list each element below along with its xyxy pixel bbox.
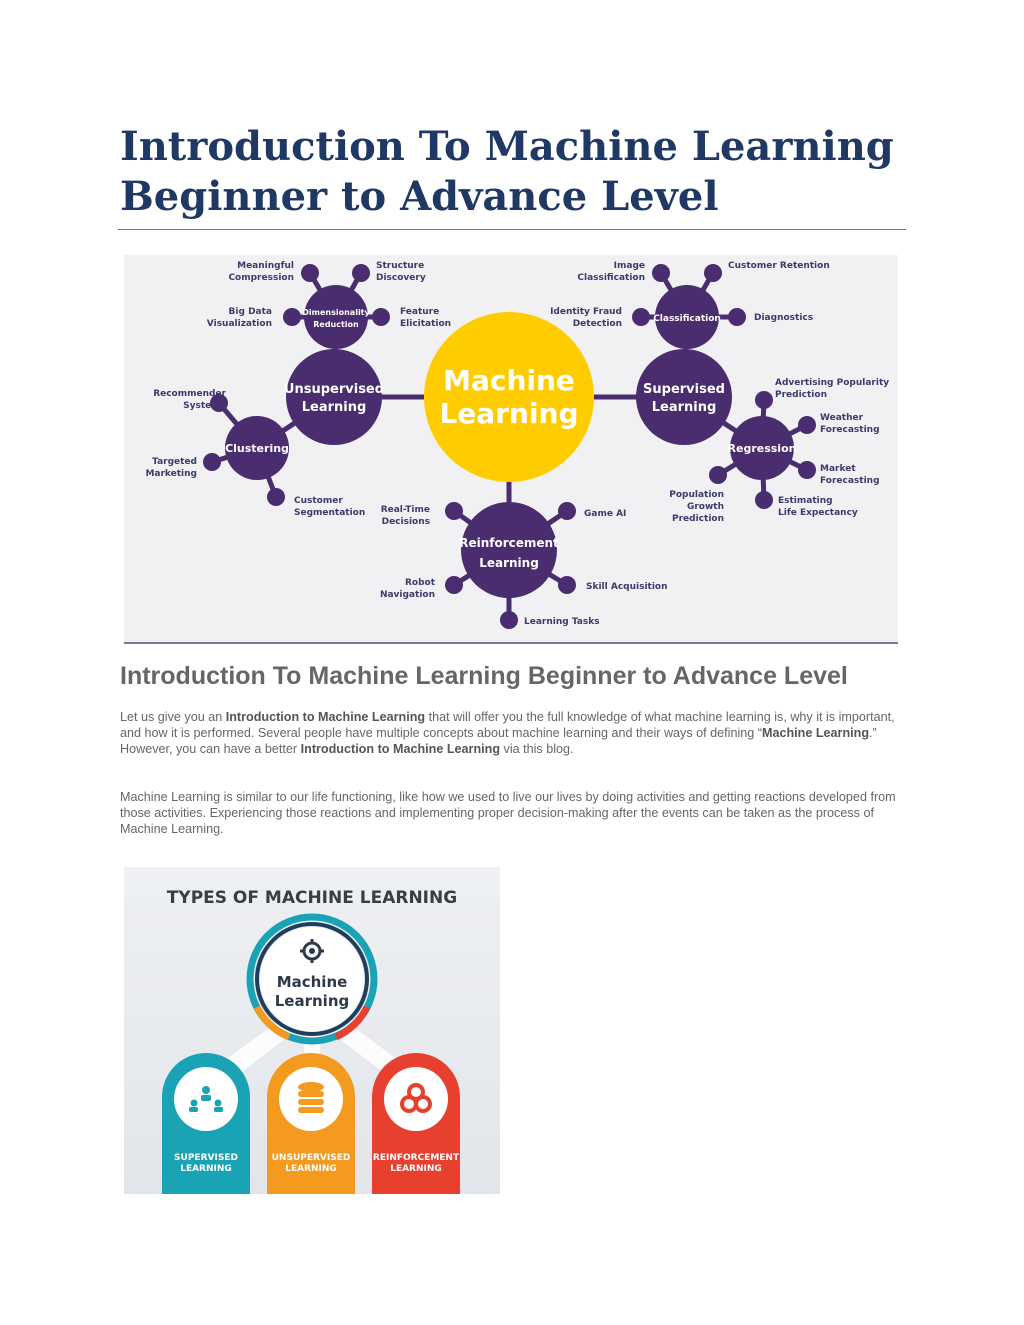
- types-center-label: Machine: [276, 973, 348, 991]
- text-run: Let us give you an: [120, 710, 226, 724]
- body-paragraph: Machine Learning is similar to our life functioning, like how we used to live our lives by doing activities and getting reactions developed from those activities. Experiencing those reactions and implementing proper decision-making after the events can be taken as the process of Machine Learning.: [120, 790, 896, 837]
- svg-text:Image: Image: [613, 261, 645, 271]
- machine-learning-mindmap-image: [124, 255, 898, 643]
- page-title: Introduction To Machine Learning Beginner to Advance Level: [120, 123, 894, 220]
- svg-text:Customer: Customer: [294, 496, 343, 506]
- svg-text:Decisions: Decisions: [381, 517, 430, 527]
- svg-text:Classification: Classification: [577, 273, 645, 283]
- svg-text:Growth: Growth: [686, 502, 724, 512]
- svg-text:LEARNING: LEARNING: [285, 1164, 337, 1174]
- mindmap-node-classification: Classification: [653, 314, 721, 324]
- text-run: that will offer you the full knowledge of what machine learning is, why it is important, and how it is performed. Several people have multiple concepts about machine learning and their ways of defining “: [120, 710, 895, 741]
- svg-text:Customer Retention: Customer Retention: [728, 261, 830, 271]
- svg-text:Population: Population: [669, 490, 724, 500]
- text-run: via this blog.: [500, 742, 574, 757]
- svg-text:Detection: Detection: [572, 319, 622, 329]
- svg-text:Feature: Feature: [400, 307, 440, 317]
- svg-text:Advertising Popularity: Advertising Popularity: [775, 378, 890, 388]
- svg-text:Life Expectancy: Life Expectancy: [778, 508, 858, 518]
- svg-text:Real-Time: Real-Time: [380, 505, 430, 515]
- mindmap-node-supervised: Supervised: [643, 382, 725, 397]
- mindmap-node-unsupervised: Unsupervised: [283, 382, 385, 397]
- svg-text:Visualization: Visualization: [206, 319, 272, 329]
- svg-text:Prediction: Prediction: [672, 514, 724, 524]
- svg-text:Compression: Compression: [228, 273, 294, 283]
- svg-text:Estimating: Estimating: [778, 496, 833, 506]
- svg-text:Weather: Weather: [820, 413, 864, 423]
- svg-text:Marketing: Marketing: [145, 469, 197, 479]
- title-divider: [118, 229, 906, 230]
- intro-paragraph: [120, 709, 906, 758]
- svg-text:Identity Fraud: Identity Fraud: [550, 307, 622, 317]
- mindmap-hub-label: Machine: [443, 364, 575, 397]
- types-image-title: TYPES OF MACHINE LEARNING: [166, 888, 458, 908]
- svg-text:Prediction: Prediction: [775, 390, 827, 400]
- svg-text:Skill Acquisition: Skill Acquisition: [586, 582, 668, 592]
- svg-text:Targeted: Targeted: [152, 457, 197, 467]
- svg-text:Learning: Learning: [274, 992, 350, 1010]
- mindmap-node-dimensionality: Dimensionality: [302, 308, 370, 317]
- mindmap-node-regression: Regression: [727, 442, 797, 455]
- svg-text:Discovery: Discovery: [376, 273, 426, 283]
- bold-phrase: Introduction to Machine Learning: [225, 710, 426, 724]
- svg-text:LEARNING: LEARNING: [180, 1164, 232, 1174]
- section-heading: Introduction To Machine Learning Beginner to Advance Level: [120, 662, 848, 690]
- svg-text:Learning: Learning: [479, 556, 539, 570]
- svg-text:Game AI: Game AI: [584, 509, 627, 519]
- mindmap-node-clustering: Clustering: [225, 442, 289, 455]
- svg-text:Structure: Structure: [376, 261, 425, 271]
- card-reinforcement-label: REINFORCEMENT: [372, 1153, 460, 1163]
- svg-text:Elicitation: Elicitation: [400, 319, 452, 329]
- svg-text:Learning Tasks: Learning Tasks: [524, 617, 600, 627]
- bold-phrase: Machine Learning: [761, 726, 870, 741]
- svg-text:Reduction: Reduction: [313, 320, 359, 329]
- mindmap-node-reinforcement: Reinforcement: [459, 536, 559, 550]
- svg-text:Learning: Learning: [651, 400, 717, 415]
- svg-text:LEARNING: LEARNING: [390, 1164, 442, 1174]
- bold-phrase: Introduction to Machine Learning: [300, 742, 501, 757]
- svg-text:Market: Market: [820, 464, 856, 474]
- card-unsupervised-label: UNSUPERVISED: [271, 1153, 351, 1163]
- types-of-machine-learning-image: [124, 867, 500, 1194]
- svg-text:Forecasting: Forecasting: [820, 476, 880, 486]
- svg-text:Forecasting: Forecasting: [820, 425, 880, 435]
- image-bottom-border: [124, 642, 898, 644]
- card-supervised-label: SUPERVISED: [174, 1153, 238, 1163]
- mindmap-hub-label: Learning: [439, 397, 579, 430]
- svg-text:Big Data: Big Data: [228, 307, 272, 317]
- text-run: .” However, you can have a better: [120, 726, 877, 757]
- svg-text:Diagnostics: Diagnostics: [754, 313, 814, 323]
- svg-text:Learning: Learning: [301, 400, 367, 415]
- svg-text:Systems: Systems: [183, 401, 226, 411]
- svg-text:Segmentation: Segmentation: [294, 508, 366, 518]
- svg-text:Meaningful: Meaningful: [237, 261, 294, 271]
- svg-text:Recommender: Recommender: [153, 389, 226, 399]
- svg-text:Robot: Robot: [404, 578, 435, 588]
- svg-text:Navigation: Navigation: [379, 590, 435, 600]
